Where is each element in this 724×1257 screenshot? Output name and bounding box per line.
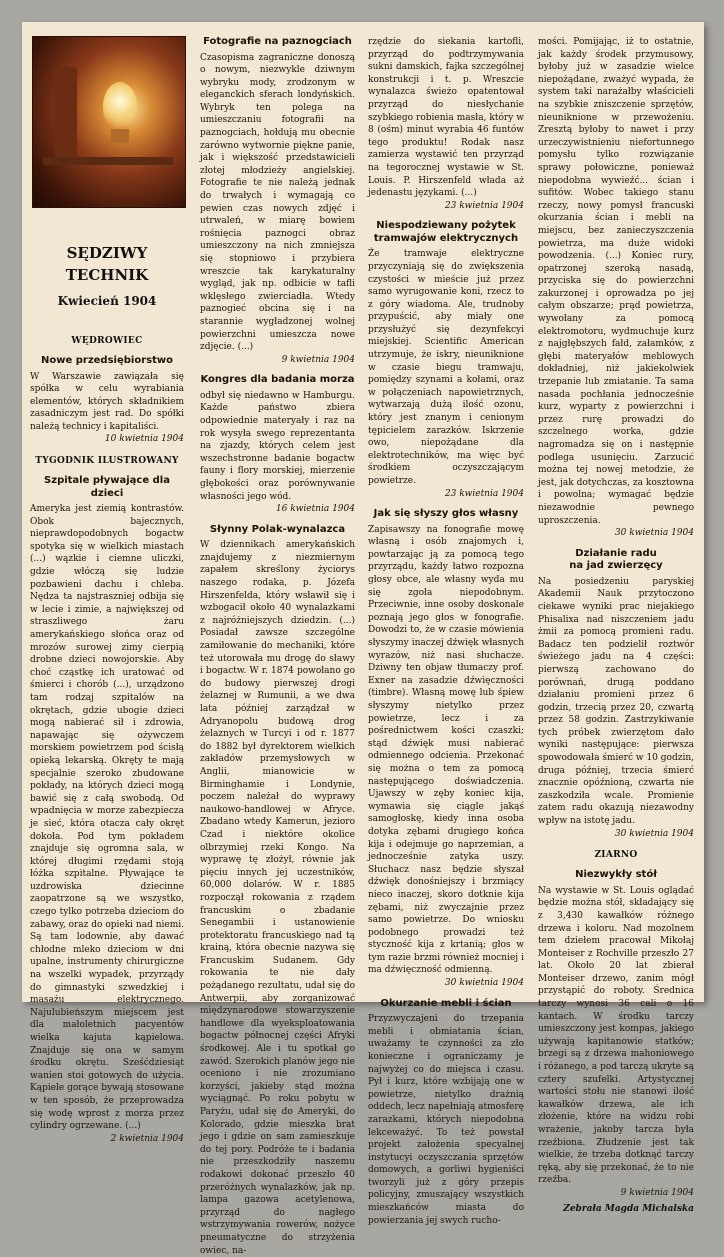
page-title-line1: SĘDZIWY: [66, 244, 148, 262]
light-bulb-shape: [103, 82, 137, 130]
article-date: 2 kwietnia 1904: [110, 1133, 184, 1144]
column-1: [30, 36, 184, 1151]
article-date: 30 kwietnia 1904: [614, 828, 694, 839]
article-text: rzędzie do siekania kartofli, przyrząd do podtrzymywania sukni damskich, fajka szczególnej konstrukcji i t. p. Wreszcie wynalazca świeżo opatentował przyrząd do niesłychanie szybkiego robienia masła, który w 8 (ośm) minut wyrabia 46 funtów tego produktu! Rodak nasz zamierza wystawić ten przyrząd na tegorocznej wystawie w St. Louis. P. Hirszenfeld włada aż jedenastu językami. (...): [368, 37, 524, 199]
article-text: W Warszawie zawiązała się spółka w celu wyrabiania elementów, których składnikiem zasadniczym jest rad. Do spółki należą technicy i kapitaliści.: [30, 371, 184, 432]
article-heading: Jak się słyszy głos własny: [373, 508, 519, 520]
article-heading: Działanie radu: [575, 547, 657, 559]
article-heading: Okurzanie mebli i ścian: [380, 997, 512, 1009]
article-heading: na jad zwierzęcy: [569, 560, 663, 572]
article-text: odbył się niedawno w Hamburgu. Każde państwo zbiera odpowiednie materyały i raz na rok wysyła swego reprezentanta na zjazdy, których celem jest wszechstronne badanie bogactw fauny i flory morskiej, mierzenie głębokości oraz porównywanie własności jego wód.: [200, 390, 355, 502]
article-text: Przyzwyczajeni do trzepania mebli i obmiatania ścian, uważamy te czynności za zło konieczne i ograniczamy je najwyżej co do miejsca i czasu. Pył i kurz, które wzbijają one w powietrze, nietylko drażnią oddech, lecz napełniają atmosferę zarazkami, których niepodobna lekceważyć. To też powstał projekt założenia specyalnej instytucyi oczyszczania sprzętów domowych, a gorliwi hygieniści tworzyli już z góry przepis policyjny, zmuszający wszystkich mieszkańców miasta do powierzania jej swych rucho-: [368, 1014, 524, 1226]
article-date: 30 kwietnia 1904: [614, 528, 694, 539]
article-text: Ameryka jest ziemią kontrastów. Obok bajecznych, nieprawdopodobnych bogactw spotyka się w wielkich miastach (...) wązkie i ciemne uliczki, gdzie włóczą się ludzie pozbawieni dachu i chleba. Nędza ta najstraszniej odbija się w lecie i zimie, a największej od straszliwego żaru amerykańskiego słońca oraz od mrozów surowej zimy cierpią drobne dzieci nowojorskie. Aby choć cząstkę ich uratować od śmierci i chorób (...), urządzono tam rodzaj szpitalów na okrętach, gdzie ubogie dzieci mogą nabierać sił i zdrowia, napawając się ożywczem morskiem powietrzem pod ścisłą opieką lekarską. Okręty te mają specjalnie szeroko zbudowane pokłady, na których dzieci mogą bawić się z całą swobodą. Od wpadnięcia w morze zabezpiecza je sieć, która otacza cały okręt dokoła. Pod tym pokładem znajduje się ogromna sala, w której długimi rzędami stoją łóżka szpitalne. Pływające te uzdrowiska dziecinne zaopatrzone są we wszystko, czego tylko potrzeba dzieciom do zabawy, oraz do opieki nad niemi. Są tam lodownie, aby dawać chłodne mleko dzieciom w dni upalne, instrumenty chirurgiczne na wszelki wypadek, przyrządy do gimnastyki szwedzkiej i masażu elektrycznego. Najulubieńszym miejscem jest dla małoletnich pacyentów wielka kajuta kąpielowa. Znajduje się ona w samym środku okrętu. Sześćdziesiąt wanien stoi gotowych do użycia. Kąpiele gorące bywają stosowane w ten sposób, że przeprowadza się wodę wprost z morza przez cylindry ogrzewane. (...): [30, 504, 185, 1132]
column-4: [538, 36, 694, 1214]
article-heading: Niespodziewany pożytek: [376, 220, 516, 232]
article-text: Zapisawszy na fonografie mowę własną i osób znajomych i, powtarzając ją za pomocą tego przyrządu, każdy łatwo rozpozna głosy obce, ale własny wyda mu się zgoła niepodobnym. Przeciwnie, inne osoby doskonale poznają jego głos w fonografie. Dowodzi to, że w czasie mówienia słyszymy inaczej dźwięk własnych wyrazów, niż nasi słuchacze. Dziwny ten objaw tłumaczy prof. Exner na zasadzie dźwięczności (timbre). Własną mowę lub śpiew słyszymy nietylko przez powietrze, lecz i za pośrednictwem kości czaszki; stąd dźwięk musi nabierać odmiennego odcienia. Przekonać się można o tem za pomocą następującego doświadczenia. Ujawszy w zęby koniec kija, wymawia się ciągle jakąś samogłoskę, kiedy inna osoba dotyka zębami drugiego końca kija i odejmuje go naprzemian, a jednocześnie zatyka uszy. Słuchacz nasz będzie słyszał dźwięk donośniejszy i brzmiący nieco inaczej, skoro dotknie kija zębami, niż zwyczajnie przez samo powietrze. Do wniosku podobnego prowadzi też styczność kija z krtanią; głos w tym razie brzmi również mocniej i ma dźwięczność odmienną.: [368, 524, 524, 976]
page-title-line2: TECHNIK: [65, 266, 149, 284]
article-heading: Nowe przedsiębiorstwo: [41, 355, 173, 366]
article-text: Na posiedzeniu paryskiej Akademii Nauk przytoczono ciekawe wyniki prac niejakiego Phisalixa nad niszczeniem jadu żmii za pomocą promieni radu. Badacz ten podzielił roztwór świeżego jadu na 4 części: pierwszą zachowano do porównań, drugą poddano działaniu promieni przez 6 godzin, trzecią przez 20, czwartą przez 58 godzin. Zastrzykiwanie tych próbek zwierzętom dało wyniki następujące: pierwsza spowodowała śmierć w 10 godzin, druga później, trzecia śmierć znacznie opóźnioną, czwarta nie zaszkodziła wcale. Promienie zatem radu okazują niezawodny wpływ na istotę jadu.: [538, 576, 694, 827]
article-date: 9 kwietnia 1904: [281, 354, 355, 365]
section-tygodnik: TYGODNIK ILUSTROWANY: [35, 456, 179, 467]
article-heading: Fotografie na paznogciach: [203, 36, 352, 47]
article-heading: Szpitale pływające dla dzieci: [44, 475, 170, 499]
article-date: 9 kwietnia 1904: [620, 1187, 694, 1198]
article-date: 23 kwietnia 1904: [444, 488, 524, 499]
article-date: 23 kwietnia 1904: [444, 200, 524, 211]
compiler-credit: Zebrała Magda Michalska: [563, 1203, 694, 1214]
bottle-shape: [55, 67, 77, 157]
article-text: Na wystawie w St. Louis oglądać będzie można stół, składający się z 3,430 kawałków różnego drzewa i koloru. Nad mozolnem tem dziełem pracował Mikołaj Monteiser z Rochville przeszło 27 lat. Około 20 lat zbierał Monteiser drzewo, zanim mógł przystąpić do roboty. Średnica tarczy wynosi 36 cali o 16 kantach. W środku tarczy umieszczony jest kompas, jakiego używają kapitanowie statków; brzegi są z drzewa mahoniowego i różanego, a pod tarczą ukryte są cztery szufelki. Artystycznej wartości stołu nie stanowi ilość kawałków drzewa, ale ich złożenie, które na widzu robi wrażenie, jakoby tarcza była rzeźbiona. Złudzenie jest tak wielkie, że trzeba dotknąć tarczy ręką, aby się przekonać, że to nie rzeźba.: [538, 885, 694, 1186]
column-3: [368, 36, 524, 1227]
article-text: Że tramwaje elektryczne przyczyniają się do zwiększenia czystości w mieście już przez samo wyrugowanie koni, rzecz to z góry wiadoma. Ale, trudnoby przypuścić, aby miały one przysłużyć się dezynfekcyi miejskiej. Scientific American utrzymuje, że iskry, nieuniknione w czasie biegu tramwaju, pomiędzy szynami a kołami, oraz w połączeniach napowietrznych, wytwarzają dużą ilość ozonu, który jest znanym i cenionym tępicielem zarazków. Iskrzenie owo, niepożądane dla elektrotechników, ma więc być środkiem oczyszczającym powietrze.: [368, 249, 524, 486]
article-heading: Słynny Polak-wynalazca: [209, 523, 346, 535]
article-heading: tramwajów elektrycznych: [373, 232, 519, 244]
bulb-base-shape: [111, 129, 129, 143]
article-text: W dziennikach amerykańskich znajdujemy z niezmiernym zapałem skreślony życiorys naszego rodaka, p. Józefa Hirszenfelda, który wsławił się i wzbogacił około 40 wynalazkami z najróżniejszych dziedzin. (...) Posiadał zawsze szczególne zamiłowanie do mechaniki, które też utorowała mu drogę do sławy i bogactw. W r. 1874 powołano go do budowy pierwszej drogi żelaznej w Rumunii, a we dwa lata później zarządzał w Adryanopolu budową drog żelaznych w Turcyi i od r. 1877 do 1882 był dyrektorem wielkich zakładów przemysłowych w Anglii, mianowicie w Birminghamie i Londynie, poczem należał do wyprawy naukowo-handlowej w Afryce. Zbadano wtedy Kamerun, jezioro Czad i niektóre okolice olbrzymiej rzeki Kongo. Na wyprawę tę złożył, równie jak pięciu innych jej uczestników, 60,000 dolarów. W r. 1885 rozpoczął rokowania z rządem francuskim o zbadanie Senegambii i ustanowienie protektoratu francuskiego nad tą krainą, która obecnie nazywa się Francuskim Sudanem. Gdy rokowania te nie dały pożądanego rezultatu, udał się do Antwerpii, aby zorganizować międzynarodowe stowarzyszenie handlowe dla wyeksploatowania bogactw północnej części Afryki środkowej. Ale i tu spotkał go zawód. Szerokich planów jego nie oceniono i nie zrozumiano korzyści, jakieby stąd można wyciągnąć. Po roku pobytu w Paryżu, udał się do Ameryki, do Kolorado, gdzie mieszka brat jego i gdzie on sam zamieszkuje do tej pory. Podróże te i badania nie przeszkodziły naszemu rodakowi dokonać przeszło 40 przeróżnych wynalazków, jak np. lampa gazowa acetylenowa, przyrząd do nagłego wstrzymywania rowerów, nożyce pneumatyczne do strzyżenia owiec, na-: [200, 540, 355, 1256]
magazine-page: [22, 22, 704, 1256]
article-heading: Niezwykły stół: [575, 869, 657, 881]
article-heading: Kongres dla badania morza: [200, 374, 355, 386]
article-date: 16 kwietnia 1904: [275, 504, 355, 515]
section-ziarno: ZIARNO: [594, 850, 638, 861]
shelf-shape: [43, 157, 173, 165]
article-text: Czasopisma zagraniczne donoszą o nowym, niezwykle dziwnym wybryku mody, zrodzonym w eleganckich sferach londyńskich. Wybryk ten polega na umieszczaniu fotografii na paznogciach, hołdują mu obecnie zarówno wytwornie piękne panie, jak i większość przedstawicieli złotej młodzieży angielskiej. Fotografie te nie należą jednak do trwałych i wymagają co pewien czas nowych zdjęć i utrwaleń, w miarę bowiem rośnięcia paznogci obraz umieszczony na nich zmniejsza się stopniowo i przybiera wreszcie tak karykaturalny wygląd, jak np. odbicie w tafli wklęsłego zwierciadła. Wtedy paznogieć obcina się i na starannie wygładzonej wolnej powierzchni umieszcza nowe zdjęcie. (...): [200, 52, 355, 353]
article-text: mości. Pomijając, iż to ostatnie, jak każdy środek przymusowy, byłoby już w zasadzie wielce niepożądane, zważyć wypada, że system taki narażałby właścicieli na szybkie zniszczenie sprzętów, nieuniknione w przewożeniu. Zresztą byłoby to nawet i przy urzeczywistnieniu niefortunnego pomysłu tylko rozwiązanie sprawy połowiczne, ponieważ niepodobna wywieźć... ścian i sufitów. Wobec takiego stanu rzeczy, nowy pomysł francuski okurzania ścian i mebli na miejscu, bez zanieczyszczenia powietrza, ma duże widoki powodzenia. (...) Koniec rury, opatrzonej szeroką nasadą, przyciska się do powierzchni zakurzonej i oprowadza po jej całym obszarze; prąd powietrza, wywołany za pomocą elektromotoru, wydmuchuje kurz z najgłębszych fałd, załamków, z głębi materyałów meblowych dokładniej, niż jakiekolwiek trzepanie lub zmiatanie. Ta sama nasada pochłania jednocześnie kurz, wyparty z powierzchni i przez rurę prowadzi do szczelnego worka, gdzie nagromadza się on i następnie podlega usunięciu. Zarzucić można tej nowej metodzie, że jest, jak dotychczas, za kosztowna i powolna; wymagać będzie niezawodnie pewnego uproszczenia.: [538, 37, 694, 526]
column-2: [200, 36, 355, 1257]
section-wedrowiec: WĘDROWIEC: [71, 336, 143, 346]
article-date: 30 kwietnia 1904: [444, 978, 524, 989]
vintage-lamp-photo: [32, 36, 186, 208]
article-date: 10 kwietnia 1904: [104, 434, 184, 445]
issue-date: Kwiecień 1904: [57, 294, 157, 308]
